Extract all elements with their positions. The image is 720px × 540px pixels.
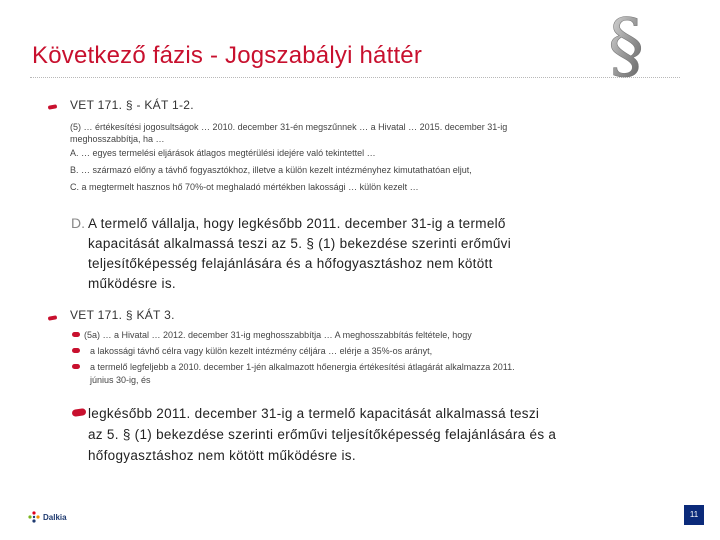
section2-line: a lakossági távhő célra vagy külön kezelt intézmény céljára … elérje a 35%-os arányt,	[90, 346, 433, 356]
section1-line: B. … származó előny a távhő fogyasztókhoz, illetve a külön kezelt intézményhez kimutathatóan eljut,	[70, 165, 472, 175]
section2-line: a termelő legfeljebb a 2010. december 1-jén alkalmazott hőenergia értékesítési átlagárát alkalmazza 2011.	[90, 362, 515, 372]
section1-heading: VET 171. § - KÁT 1-2.	[70, 98, 194, 112]
final-text: az 5. § (1) bekezdése szerinti erőművi teljesítőképesség felajánlására és a	[88, 427, 557, 442]
item-d-text: A termelő vállalja, hogy legkésőbb 2011. december 31-ig a termelő	[88, 216, 506, 231]
item-d-label: D.	[71, 215, 85, 231]
item-d-text: teljesítőképesség felajánlására és a hőfogyasztáshoz nem kötött	[88, 256, 493, 271]
final-text: hőfogyasztáshoz nem kötött működésre is.	[88, 448, 356, 463]
sub-bullet-marker	[72, 332, 80, 337]
bullet-marker	[48, 315, 58, 321]
section1-line: meghosszabbítja, ha …	[70, 134, 165, 144]
section-sign-icon	[598, 8, 654, 78]
page-number: 11	[684, 505, 704, 525]
section1-line: C. a megtermelt hasznos hő 70%-ot meghaladó mértékben lakossági … külön kezelt …	[70, 182, 419, 192]
item-d-text: működésre is.	[88, 276, 176, 291]
sub-bullet-marker	[72, 364, 80, 369]
bullet-marker	[72, 408, 87, 417]
section2-heading: VET 171. § KÁT 3.	[70, 308, 175, 322]
final-text: legkésőbb 2011. december 31-ig a termelő kapacitását alkalmassá teszi	[88, 406, 540, 421]
svg-text:§: §	[608, 8, 644, 78]
slide-title: Következő fázis - Jogszabályi háttér	[32, 42, 423, 69]
logo-text: Dalkia	[43, 512, 67, 522]
title-divider	[30, 77, 680, 78]
section2-line: június 30-ig, és	[90, 375, 151, 385]
bullet-marker	[48, 104, 58, 110]
section2-line: (5a) … a Hivatal … 2012. december 31-ig meghosszabbítja … A meghosszabbítás feltétele, hogy	[84, 330, 472, 340]
sub-bullet-marker	[72, 348, 80, 353]
section1-line: A. … egyes termelési eljárások átlagos megtérülési idejére való tekintettel …	[70, 148, 376, 158]
dalkia-logo-icon	[28, 511, 40, 523]
dalkia-logo	[28, 511, 67, 523]
section1-line: (5) … értékesítési jogosultságok … 2010. december 31-én megszűnnek … a Hivatal … 2015. december 31-ig	[70, 122, 508, 132]
item-d-text: kapacitását alkalmassá teszi az 5. § (1) bekezdése szerinti erőművi	[88, 236, 512, 251]
